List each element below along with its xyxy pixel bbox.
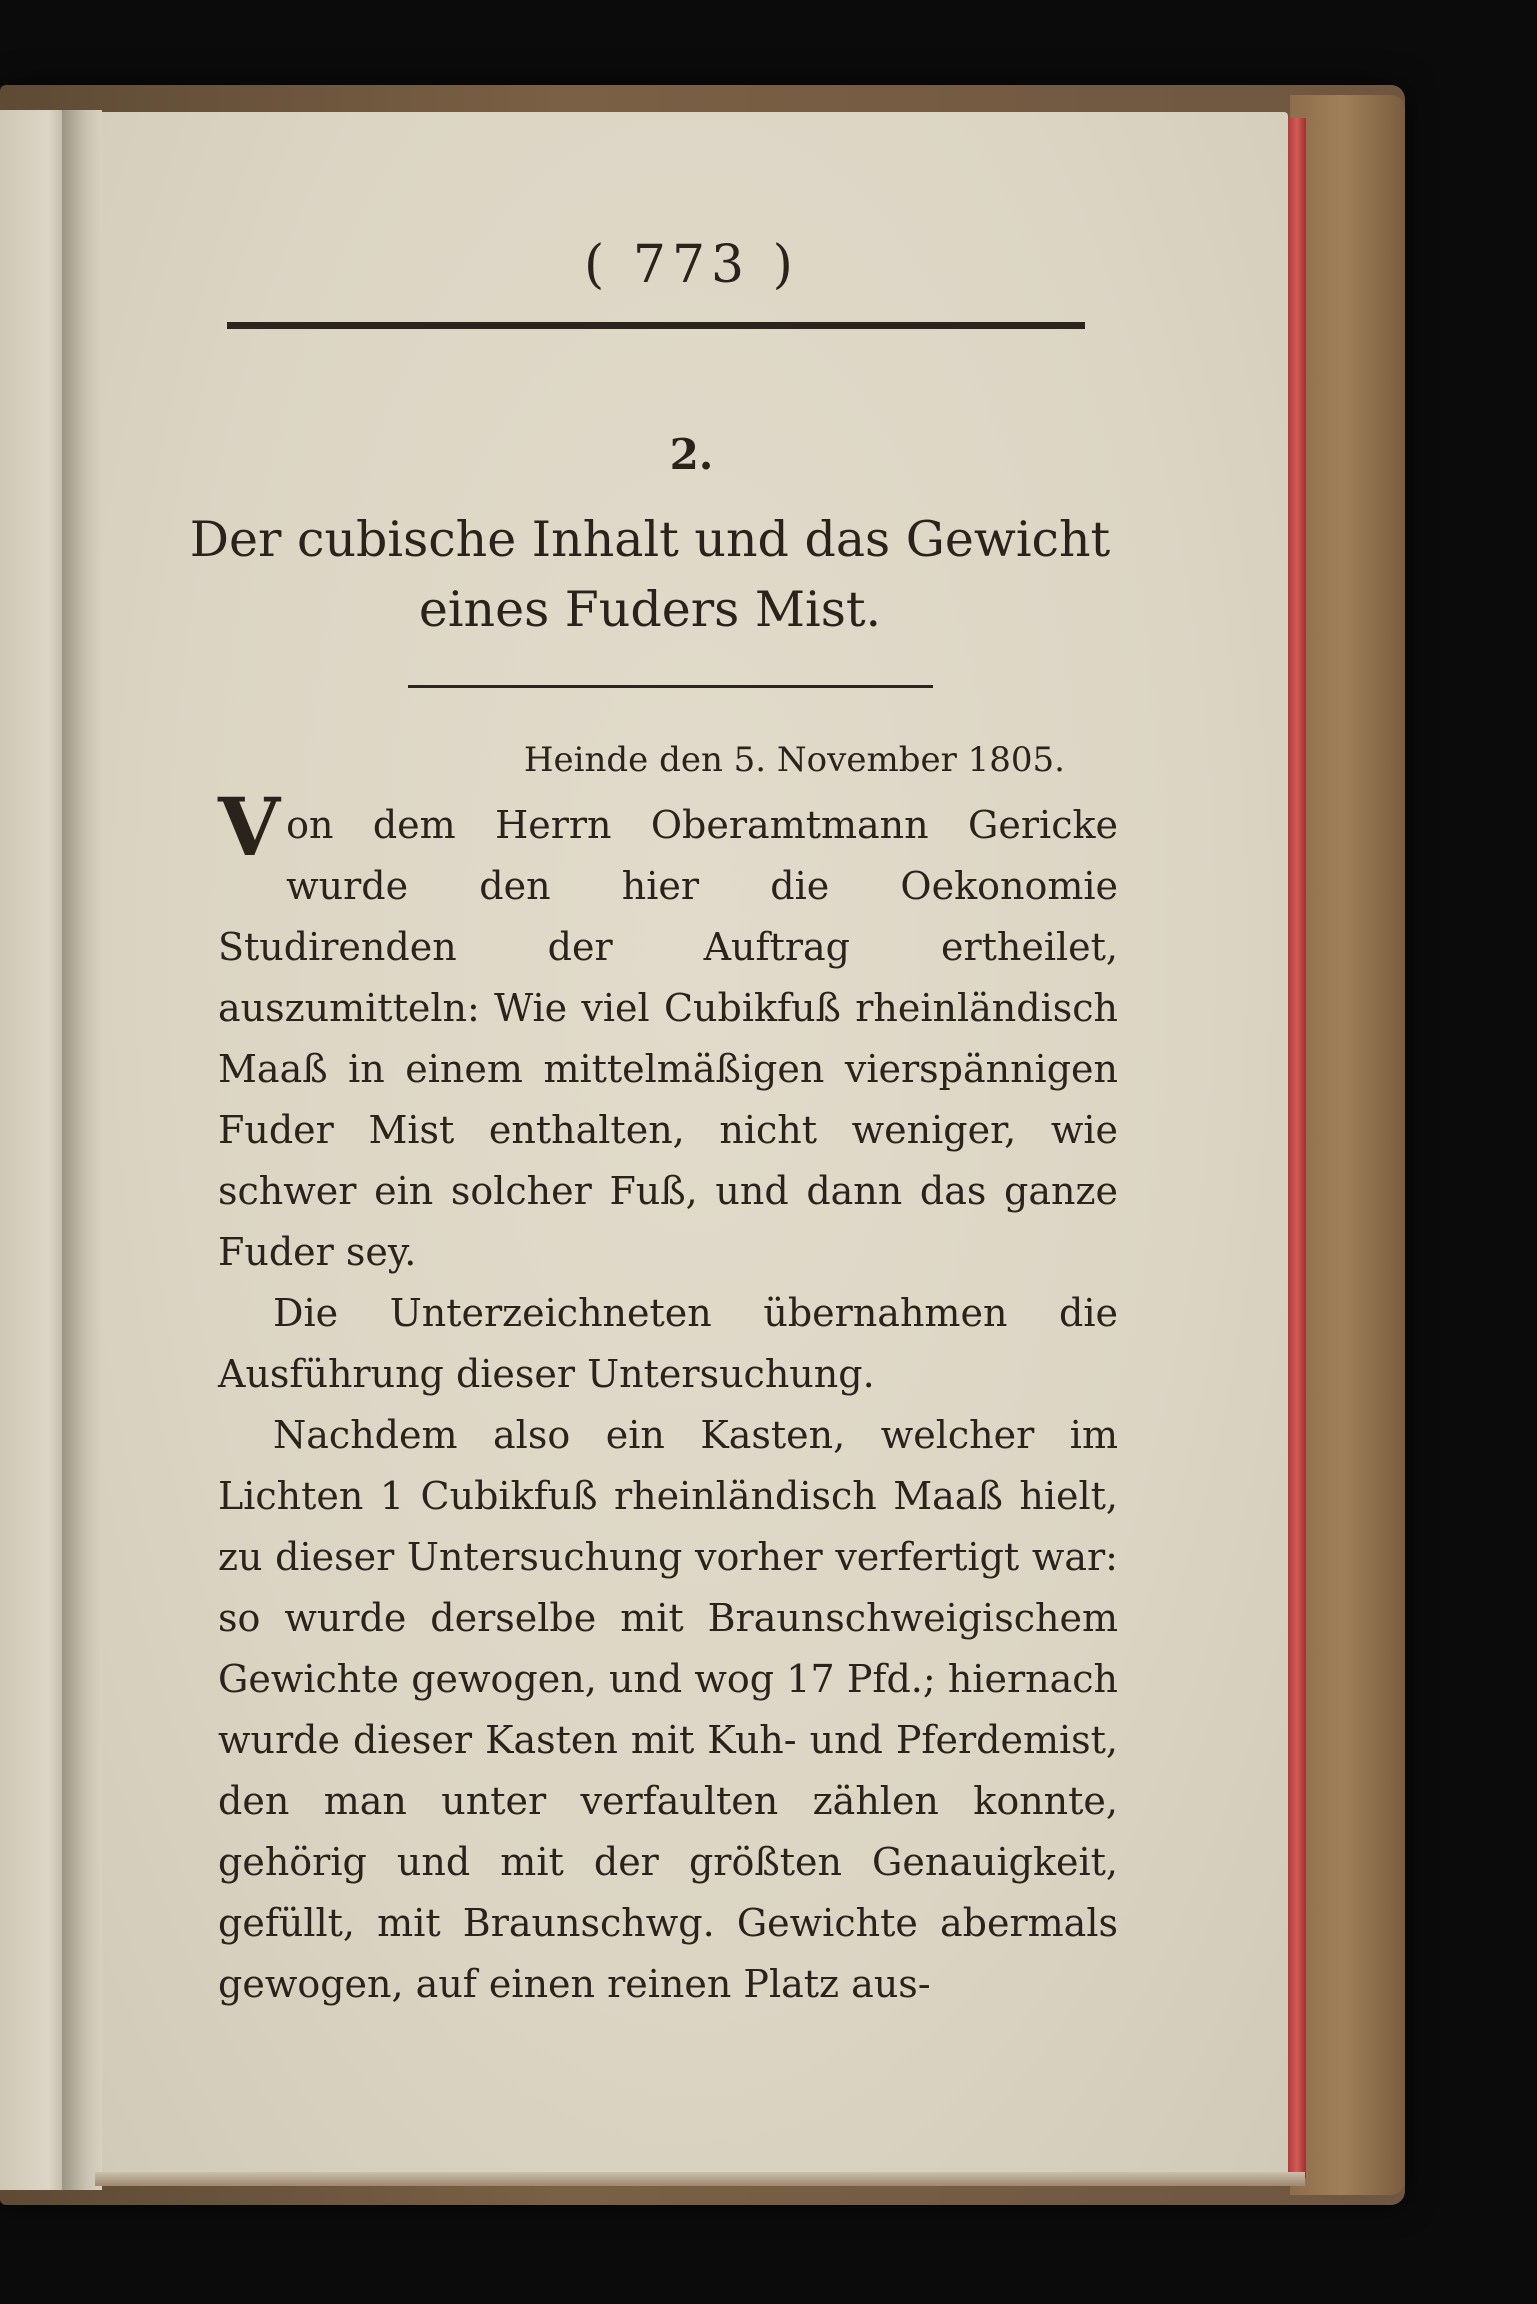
paragraph-text: on dem Herrn Oberamtmann Gericke wurde den hier die Oekonomie Studirenden der Auftrag ertheilet, auszumitteln: Wie viel Cubikfuß rheinländisch Maaß in einem mittelmäßigen vierspännigen Fuder Mist enthalten, nicht weniger, wie schwer ein solcher Fuß, und dann das ganze Fuder sey. [218,803,1118,1274]
paragraph [218,780,1118,1283]
page-bottom-edge [95,2172,1305,2186]
article-title: Der cubische Inhalt und das Gewicht eines Fuders Mist. [189,511,1111,638]
header-rule [227,322,1085,329]
dateline: Heinde den 5. November 1805. [523,740,1065,780]
section-number: 2. [669,430,714,479]
facing-page-edge [0,110,70,2190]
book-cover-edge [1290,95,1405,2195]
body-text [218,780,1118,2015]
paragraph: Nachdem also ein Kasten, welcher im Lichten 1 Cubikfuß rheinländisch Maaß hielt, zu dieser Untersuchung vorher verfertigt war: so wurde derselbe mit Braunschweigischem Gewichte gewogen, und wog 17 Pfd.; hiernach wurde dieser Kasten mit Kuh- und Pferdemist, den man unter verfaulten zählen konnte, gehörig und mit der größten Genauigkeit, gefüllt, mit Braunschwg. Gewichte abermals gewogen, auf einen reinen Platz aus- [218,1413,1118,2006]
title-rule [408,685,933,688]
drop-cap: V [218,780,281,874]
page-gutter [62,110,102,2190]
paragraph: Die Unterzeichneten übernahmen die Ausführung dieser Untersuchung. [218,1291,1118,1396]
page-header: ( 773 ) [584,235,799,295]
red-page-edges [1288,118,1306,2178]
